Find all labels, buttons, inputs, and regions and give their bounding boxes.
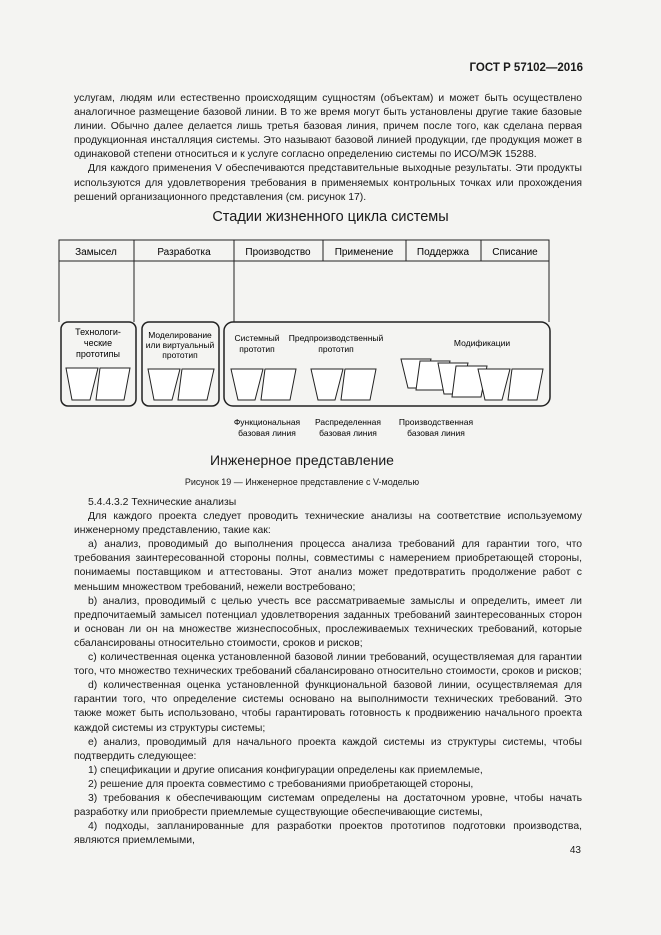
v-model-icon bbox=[148, 369, 180, 400]
v-model-icon bbox=[96, 368, 130, 400]
stage-label: Применение bbox=[334, 247, 394, 258]
box-label: прототипы bbox=[75, 349, 121, 359]
box-label: Системный bbox=[234, 333, 280, 343]
baseline-label: Распределенная bbox=[314, 417, 382, 427]
v-model-icon bbox=[311, 369, 343, 400]
sub-item-1: 1) спецификации и другие описания конфигурации определены как приемлемые, bbox=[88, 764, 483, 776]
sub-item-3: 3) требования к обеспечивающим системам определены на достаточном уровне, чтобы начать разработку или приобрести приемлемые существующие обеспечивающие системы, bbox=[74, 792, 582, 819]
standard-code: ГОСТ Р 57102—2016 bbox=[469, 62, 583, 74]
figure-subtitle: Инженерное представление bbox=[210, 452, 394, 468]
box-label: Предпроизводственный bbox=[288, 333, 384, 343]
baseline-label: Функциональная bbox=[233, 417, 301, 427]
list-item-e: е) анализ, проводимый для начального проекта каждой системы из структуры системы, чтобы подтвердить следующее: bbox=[74, 736, 582, 762]
list-item-b: b) анализ, проводимый с целью учесть все рассматриваемые замыслы и определить, имеет ли предпочитаемый замысел потенциал удовлетворения заданных требований заинтересованных сторон и основан ли он на множестве жизнеспособных, прослеживаемых технических требований, которые сбалансированы относительно стоимости, сроков и рисков; bbox=[74, 595, 582, 649]
list-item-d: d) количественная оценка установленной функциональной базовой линии, осуществляемая для гарантии того, что определение системы основано на выполнимости технических требований. Это также может быть использовано, чтобы гарантировать готовность к продвижению начального проекта каждой системы из структуры системы; bbox=[74, 680, 582, 734]
sub-item-2: 2) решение для проекта совместимо с требованиями приобретающей стороны, bbox=[88, 778, 474, 790]
intro-text bbox=[74, 92, 582, 205]
box-label: Технологи- bbox=[75, 327, 121, 337]
v-model-icon bbox=[508, 369, 543, 400]
v-model-icon bbox=[178, 369, 214, 400]
page-number: 43 bbox=[569, 845, 581, 856]
stage-label: Поддержка bbox=[416, 247, 470, 258]
box-label: прототип bbox=[239, 344, 275, 354]
stage-label: Разработка bbox=[157, 247, 211, 258]
v-model-icon bbox=[478, 369, 510, 400]
box-label: прототип bbox=[318, 344, 354, 354]
baseline-label: базовая линия bbox=[238, 428, 296, 438]
v-model-icon bbox=[231, 369, 263, 400]
list-item-a: а) анализ, проводимый до выполнения процесса анализа требований для гарантии того, что требования заинтересованной стороны полны, совместимы с намерением приобретающей стороны, понимаемы поставщиком и аттестованы. Этот анализ может предотвратить продолжение работ с меньшим множеством требований, нежели востребовано; bbox=[74, 539, 582, 593]
list-item-c: с) количественная оценка установленной базовой линии требований, осуществляемая для гарантии того, что множество технических требований сбалансировано относительно стоимости, сроков и рисков; bbox=[74, 652, 582, 678]
baseline-label: Производственная bbox=[398, 417, 474, 427]
stage-label: Списание bbox=[492, 247, 538, 258]
body-text bbox=[74, 496, 582, 848]
box-label: Моделирование bbox=[148, 330, 212, 340]
body-paragraph: Для каждого проекта следует проводить технические анализы на соответствие используемому инженерному представлению, такие как: bbox=[74, 511, 582, 537]
v-model-icon bbox=[341, 369, 376, 400]
box-label: Модификации bbox=[453, 338, 511, 348]
intro-paragraph-1: услугам, людям или естественно происходящим сущностям (объектам) и может быть осуществлено аналогичное размещение базовой линии. В то же время могут быть установлены другие такие базовые линии. Обычно далее делается лишь третья базовая линия, причем после того, как сделана первая продукционная инсталляция системы. Это называют базовой линией продукции, где продукция может в одинаковой степени относиться и к услуге согласно определению системы по ИСО/МЭК 15288. bbox=[74, 93, 582, 161]
baseline-label: базовая линия bbox=[319, 428, 377, 438]
baseline-label: базовая линия bbox=[407, 428, 465, 438]
lifecycle-diagram bbox=[0, 232, 661, 462]
v-model-icon bbox=[261, 369, 296, 400]
figure-caption: Рисунок 19 — Инженерное представление с V-моделью bbox=[184, 477, 420, 487]
section-heading: 5.4.4.3.2 Технические анализы bbox=[88, 497, 237, 508]
intro-paragraph-2: Для каждого применения V обеспечиваются представительные выходные результаты. Эти продукты используются для удовлетворения требования в применяемых контрольных точках или прохождения решений организационного представления (см. рисунок 17). bbox=[74, 163, 582, 203]
stage-label: Производство bbox=[245, 247, 311, 258]
v-model-icon bbox=[66, 368, 98, 400]
stage-label: Замысел bbox=[75, 247, 117, 258]
box-label: прототип bbox=[162, 350, 198, 360]
sub-item-4: 4) подходы, запланированные для разработки проектов прототипов подготовки производства, являются приемлемыми, bbox=[74, 821, 582, 847]
figure-title: Стадии жизненного цикла системы bbox=[212, 209, 449, 225]
box-label: ческие bbox=[83, 338, 113, 348]
box-label: или виртуальный bbox=[145, 340, 215, 350]
